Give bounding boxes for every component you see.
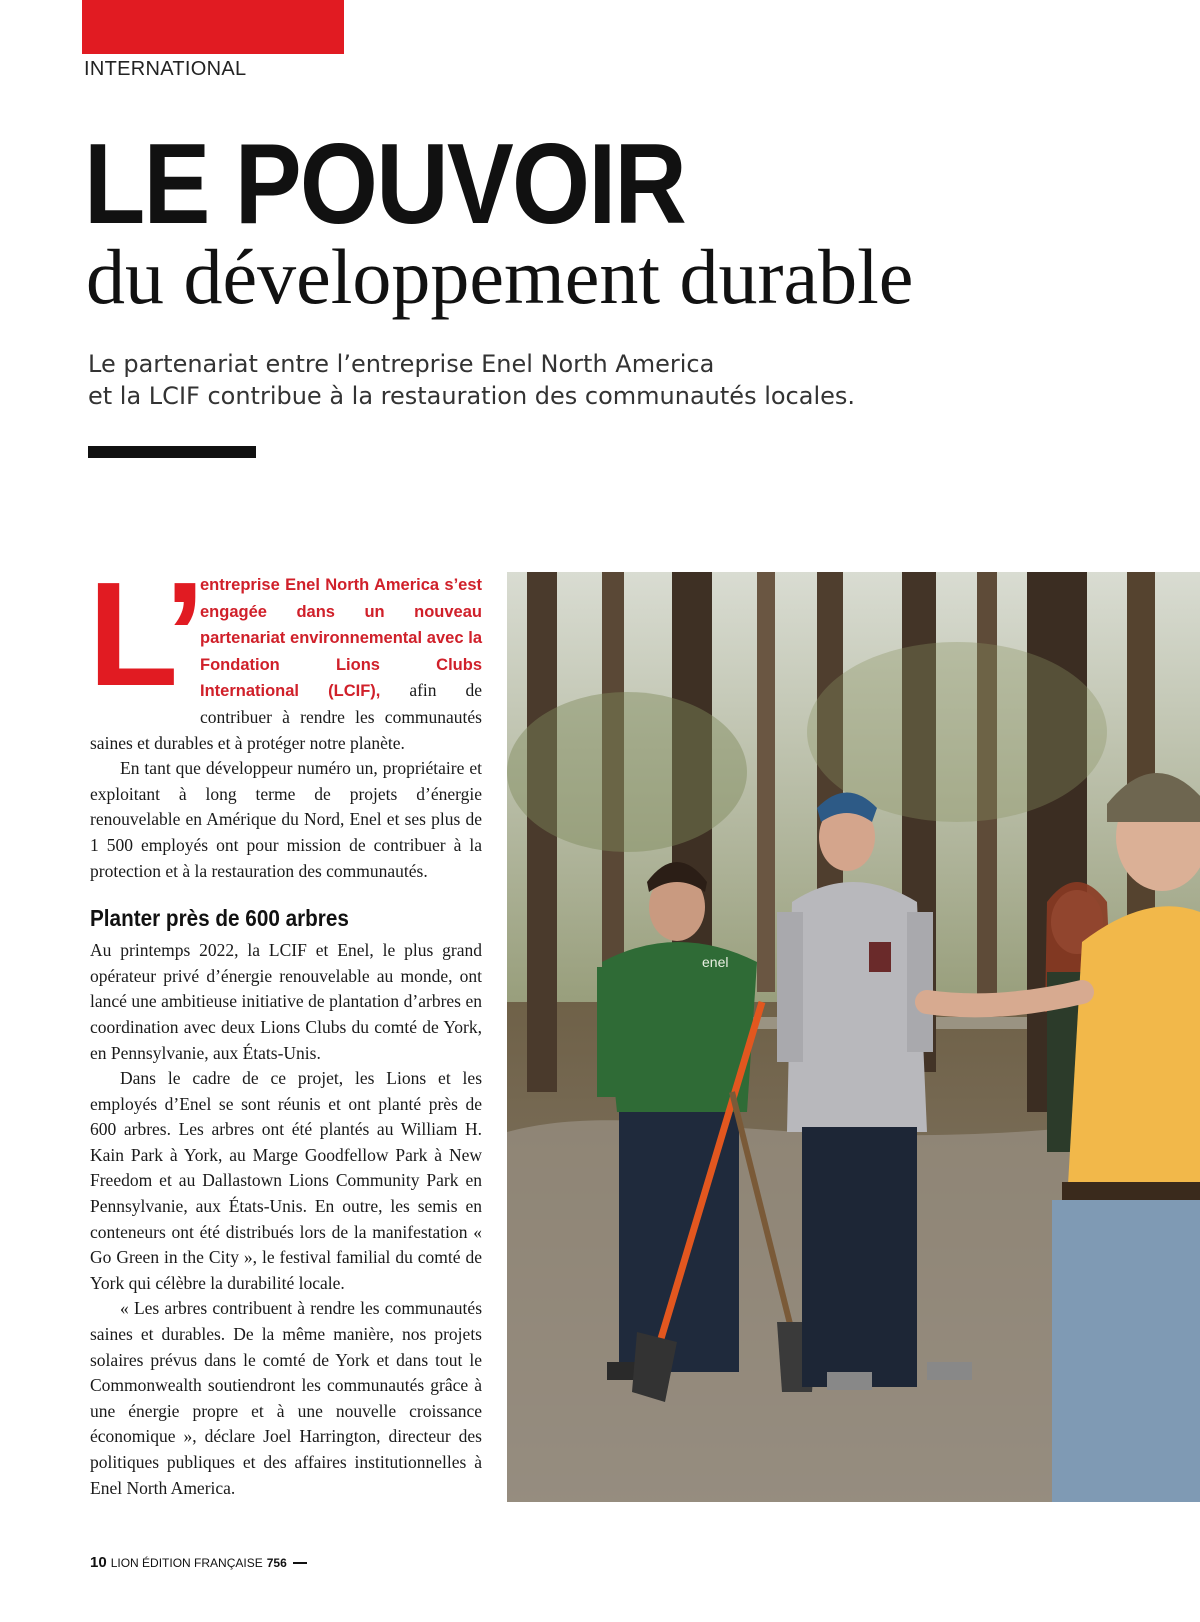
- headline-rule: [88, 446, 256, 458]
- article-photo: [507, 572, 1200, 1502]
- section-color-bar: [82, 0, 344, 54]
- footer-dash: [293, 1562, 307, 1564]
- body-paragraph: En tant que développeur numéro un, propriétaire et exploitant à long terme de projets d’énergie renouvelable en Amérique du Nord, Enel et ses plus de 1 500 employés ont pour mission de contribuer à la protection et à la restauration des communautés.: [90, 758, 482, 881]
- headline-subtitle: du développement durable: [86, 233, 914, 320]
- section-label: INTERNATIONAL: [84, 58, 247, 80]
- subheading: Planter près de 600 arbres: [90, 905, 349, 932]
- standfirst-line-1: Le partenariat entre l’entreprise Enel North America: [88, 350, 715, 378]
- body-paragraph: « Les arbres contribuent à rendre les communautés saines et durables. De la même manière, nos projets solaires prévus dans le comté de York et dans tout le Commonwealth soutiendront les communautés grâce à une énergie propre et à une nouvelle croissance économique », déclare Joel Harrington, directeur des politiques publiques et des affaires institutionnelles à Enel North America.: [90, 1298, 482, 1498]
- lead-paragraph: [88, 552, 482, 756]
- page-footer: [90, 1554, 307, 1571]
- forest-volunteers-illustration: [507, 572, 1200, 1502]
- body-paragraph: Au printemps 2022, la LCIF et Enel, le plus grand opérateur privé d’énergie renouvelable au monde, ont lancé une ambitieuse initiative de plantation d’arbres en coordination avec deux Lions Clubs du comté de York, en Pennsylvanie, aux États-Unis.: [90, 940, 482, 1063]
- lead-highlight: entreprise Enel North America s’est engagée dans un nouveau partenariat environnemental avec la Fondation Lions Clubs International (LCIF),: [200, 576, 482, 701]
- shirt-logo-text: enel: [702, 954, 729, 970]
- headline-title: LE POUVOIR: [84, 121, 686, 248]
- standfirst-line-2: et la LCIF contribue à la restauration des communautés locales.: [88, 382, 856, 410]
- issue-number: 756: [266, 1556, 287, 1570]
- lead-rest: afin de contribuer à rendre les communautés saines et durables et à protéger notre planète.: [90, 680, 482, 753]
- body-paragraph: Dans le cadre de ce projet, les Lions et les employés d’Enel se sont réunis et ont planté près de 600 arbres. Les arbres ont été plantés au William H. Kain Park à York, au Marge Goodfellow Park à New Freedom et au Dallastown Lions Community Park en Pennsylvanie, aux États-Unis. En outre, les semis en conteneurs ont été distribués lors de la manifestation « Go Green in the City », le festival familial du comté de York qui célèbre la durabilité locale.: [90, 1068, 482, 1293]
- drop-cap: L’: [88, 552, 200, 717]
- article-column: [88, 552, 482, 1501]
- page-number: 10: [90, 1554, 107, 1571]
- publication-name: LION ÉDITION FRANÇAISE: [110, 1556, 263, 1570]
- standfirst: [88, 348, 908, 412]
